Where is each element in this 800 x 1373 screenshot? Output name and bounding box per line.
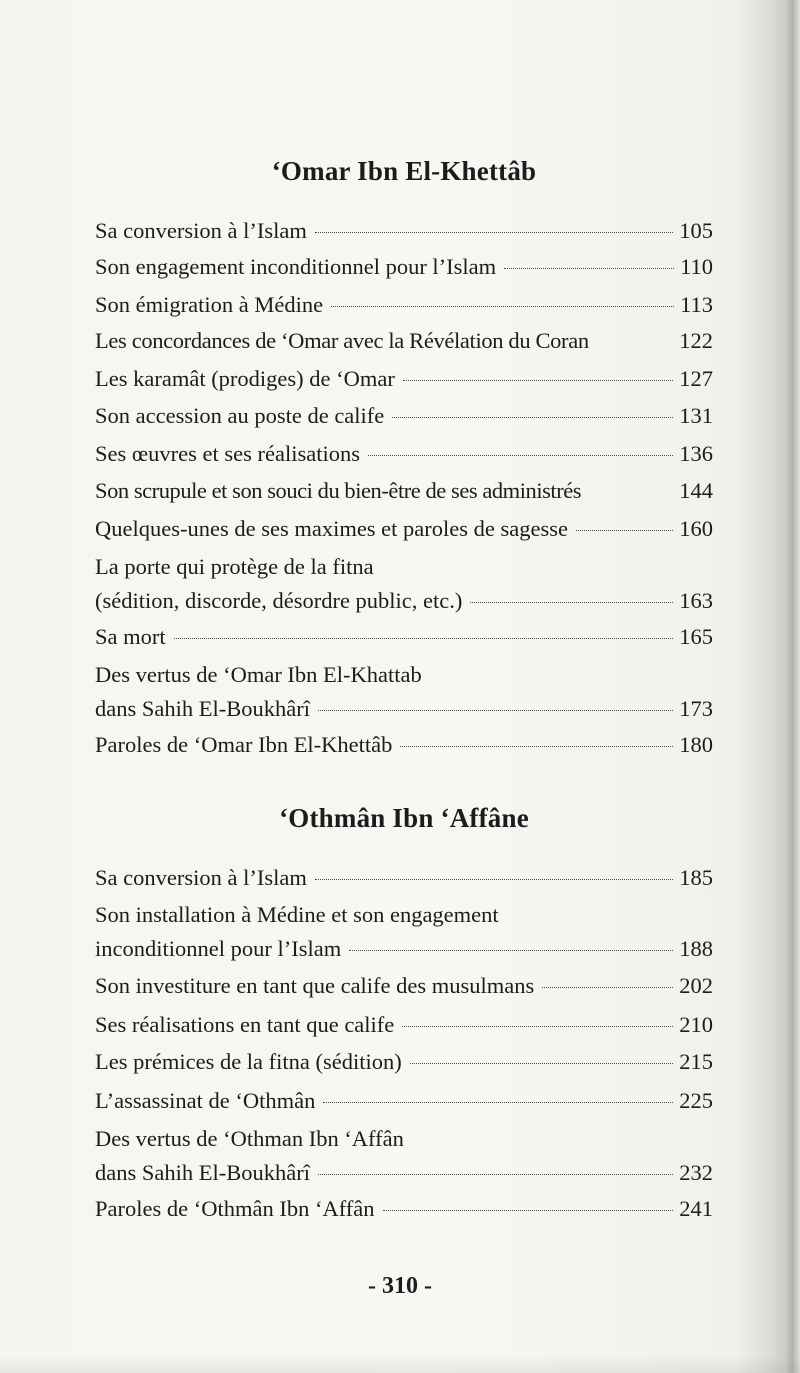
dot-leader xyxy=(470,602,673,603)
toc-page-number: 180 xyxy=(679,732,713,757)
toc-entry xyxy=(95,1192,713,1226)
toc-entry xyxy=(95,250,713,284)
dot-leader xyxy=(402,1026,673,1027)
page-number-footer: - 310 - xyxy=(368,1273,432,1299)
dot-leader xyxy=(174,638,674,639)
toc-entry-title: Paroles de ‘Othmân Ibn ‘Affân xyxy=(95,1196,375,1221)
dot-leader xyxy=(331,306,674,307)
page-bottom-edge xyxy=(0,1355,800,1373)
section-title-omar: ‘Omar Ibn El-Khettâb xyxy=(271,156,537,186)
toc-entry-title: Sa mort xyxy=(95,624,166,649)
toc-entry xyxy=(95,512,713,546)
dot-leader xyxy=(410,1063,673,1064)
toc-entry-title: Les concordances de ‘Omar avec la Révélation du Coran xyxy=(95,328,589,353)
toc-entry-title: Son installation à Médine et son engagement xyxy=(95,902,499,927)
dot-leader xyxy=(315,232,673,233)
toc-entry-title: Ses œuvres et ses réalisations xyxy=(95,441,360,466)
toc-entry xyxy=(95,620,713,654)
toc-entry-title-continued: (sédition, discorde, désordre public, etc.) xyxy=(95,588,463,613)
toc-entry xyxy=(95,362,713,396)
dot-leader xyxy=(542,987,673,988)
toc-page-number: 136 xyxy=(679,441,713,466)
dot-leader xyxy=(349,950,673,951)
toc-entry-title: Les prémices de la fitna (sédition) xyxy=(95,1049,402,1074)
toc-page-number: 160 xyxy=(679,516,713,541)
toc-page-number: 165 xyxy=(679,624,713,649)
dot-leader xyxy=(318,710,673,711)
toc-entry-title: Son engagement inconditionnel pour l’Islam xyxy=(95,254,497,279)
dot-leader xyxy=(315,879,673,880)
toc-page-number: 202 xyxy=(679,973,713,998)
section-title-othman: ‘Othmân Ibn ‘Affâne xyxy=(279,803,529,833)
dot-leader xyxy=(323,1102,673,1103)
page-edge-shadow xyxy=(774,0,800,1373)
toc-entry xyxy=(95,214,713,248)
toc-entry xyxy=(95,1122,713,1190)
toc-entry xyxy=(95,969,713,1003)
toc-page-number: 127 xyxy=(679,366,713,391)
toc-entry xyxy=(95,728,713,762)
toc-entry-title: Des vertus de ‘Omar Ibn El-Khattab xyxy=(95,662,422,687)
dot-leader xyxy=(504,268,674,269)
toc-entry-title: La porte qui protège de la fitna xyxy=(95,554,374,579)
toc-entry xyxy=(95,437,713,471)
toc-page-number: 185 xyxy=(679,865,713,890)
toc-entry-title: Son investiture en tant que calife des musulmans xyxy=(95,973,535,998)
toc-entry-title: Son émigration à Médine xyxy=(95,292,324,317)
dot-leader xyxy=(383,1210,674,1211)
toc-page-number: 131 xyxy=(679,403,713,428)
toc-page-number: 215 xyxy=(679,1049,713,1074)
toc-entry-title: Ses réalisations en tant que calife xyxy=(95,1012,395,1037)
toc-entry xyxy=(95,1008,713,1042)
toc-entry xyxy=(95,550,713,618)
toc-page-number: 110 xyxy=(680,254,713,279)
toc-page-number: 188 xyxy=(679,936,713,961)
toc-entry xyxy=(95,898,713,966)
toc-entry-title: L’assassinat de ‘Othmân xyxy=(95,1088,316,1113)
toc-entry xyxy=(95,1045,713,1079)
dot-leader xyxy=(400,746,673,747)
dot-leader xyxy=(318,1174,673,1175)
toc-entry xyxy=(95,474,713,508)
toc-page-number: 163 xyxy=(679,588,713,613)
dot-leader xyxy=(403,380,673,381)
toc-page-number: 144 xyxy=(679,478,713,503)
toc-entry-title: Quelques-unes de ses maximes et paroles de sagesse xyxy=(95,516,568,541)
toc-entry-title: Sa conversion à l’Islam xyxy=(95,865,307,890)
toc-entry xyxy=(95,399,713,433)
dot-leader xyxy=(576,530,673,531)
toc-entry xyxy=(95,1084,713,1118)
toc-entry-title: Son accession au poste de calife xyxy=(95,403,385,428)
toc-entry-title: Des vertus de ‘Othman Ibn ‘Affân xyxy=(95,1126,404,1151)
toc-page-number: 173 xyxy=(679,696,713,721)
toc-page-number: 113 xyxy=(680,292,713,317)
toc-entry-title-continued: dans Sahih El-Boukhârî xyxy=(95,696,310,721)
toc-page-number: 122 xyxy=(679,328,713,353)
dot-leader xyxy=(392,417,673,418)
toc-entry-title: Les karamât (prodiges) de ‘Omar xyxy=(95,366,395,391)
toc-entry xyxy=(95,861,713,895)
toc-entry-title: Son scrupule et son souci du bien-être de ses administrés xyxy=(95,478,582,503)
toc-entry-title-continued: inconditionnel pour l’Islam xyxy=(95,936,342,961)
toc-page-number: 241 xyxy=(679,1196,713,1221)
toc-entry-title: Paroles de ‘Omar Ibn El-Khettâb xyxy=(95,732,393,757)
toc-entry-title-continued: dans Sahih El-Boukhârî xyxy=(95,1160,310,1185)
toc-entry xyxy=(95,324,713,358)
dot-leader xyxy=(368,455,673,456)
toc-entry xyxy=(95,658,713,726)
toc-page-number: 225 xyxy=(679,1088,713,1113)
toc-page-number: 105 xyxy=(679,218,713,243)
toc-entry xyxy=(95,288,713,322)
toc-entry-title: Sa conversion à l’Islam xyxy=(95,218,307,243)
toc-page-number: 210 xyxy=(679,1012,713,1037)
toc-page-number: 232 xyxy=(679,1160,713,1185)
